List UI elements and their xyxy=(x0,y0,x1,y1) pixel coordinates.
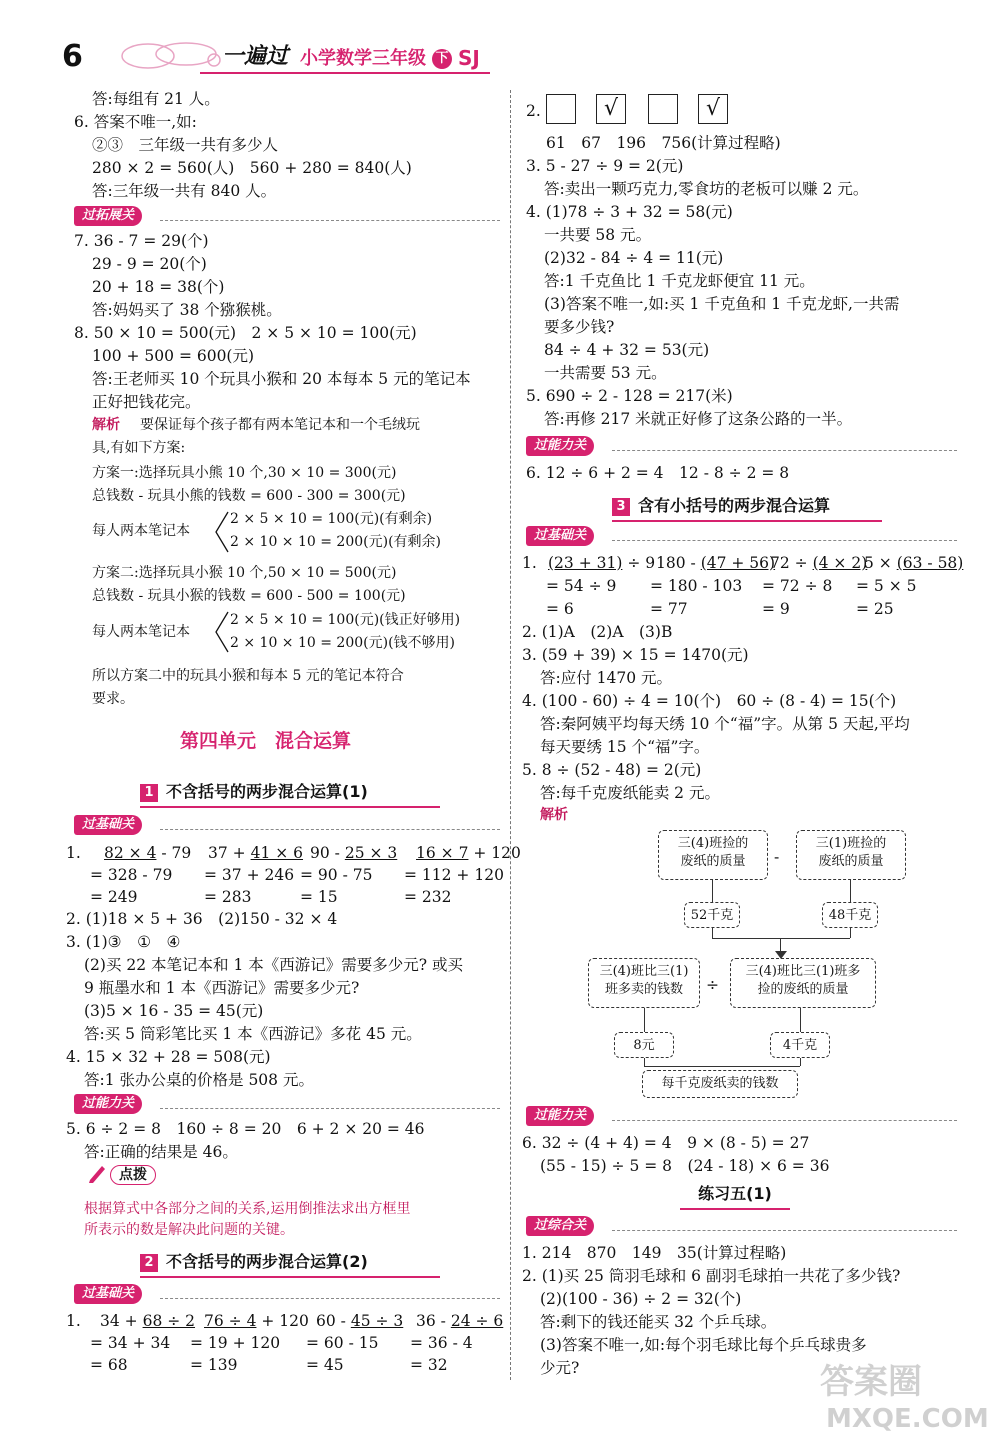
diagram-box-class4-weight: 三(4)班捡的 废纸的质量 xyxy=(658,830,768,880)
calc-cell: = 19 + 120 xyxy=(190,1334,281,1352)
section-title-1 xyxy=(140,780,440,808)
analysis-label: 解析 xyxy=(92,417,120,433)
underlined-term: 25 × 3 xyxy=(344,844,398,862)
text-line: 正好把钱花完。 xyxy=(92,393,201,411)
text-line: (3)5 × 16 - 35 = 45(元) xyxy=(84,1002,264,1020)
watermark-url: MXQE.COM xyxy=(826,1404,989,1434)
connector xyxy=(712,880,713,902)
answer-checkbox: √ xyxy=(596,94,626,124)
calc-cell xyxy=(548,552,655,574)
calc-cell: = 54 ÷ 9 xyxy=(546,577,617,595)
calc-cell: = 15 xyxy=(300,888,338,906)
term: 90 - xyxy=(310,844,345,862)
brace-icon xyxy=(212,510,230,554)
answer-checkbox xyxy=(648,94,678,124)
text-line: 29 - 9 = 20(个) xyxy=(92,255,207,273)
text-line: 2 × 5 × 10 = 100(元)(钱正好够用) xyxy=(230,612,461,628)
text-line: 具,有如下方案: xyxy=(92,440,186,456)
underlined-term: (63 - 58) xyxy=(896,554,964,572)
text-line: 要保证每个孩子都有两本笔记本和一个毛绒玩 xyxy=(140,417,420,433)
term: 36 - xyxy=(416,1312,451,1330)
text-line: 答:每千克废纸能卖 2 元。 xyxy=(540,784,720,802)
section-number: 2 xyxy=(140,1254,158,1272)
section-badge: 过能力关 xyxy=(526,436,594,456)
calc-cell xyxy=(208,842,303,864)
term: - 79 xyxy=(156,844,192,862)
underlined-term: (47 + 56) xyxy=(700,554,776,572)
calc-cell: = 9 xyxy=(762,600,790,618)
analysis-label: 解析 xyxy=(540,807,568,823)
text-line: 2. (1)18 × 5 + 36 (2)150 - 32 × 4 xyxy=(66,910,338,928)
text-line: (2)买 22 本笔记本和 1 本《西游记》需要多少元? 或买 xyxy=(84,956,463,974)
text-line: 2. (1)买 25 筒羽毛球和 6 副羽毛球拍一共花了多少钱? xyxy=(522,1267,901,1285)
calc-cell xyxy=(864,552,963,574)
header-rule xyxy=(200,72,490,74)
text-line: 8. 50 × 10 = 500(元) 2 × 5 × 10 = 100(元) xyxy=(74,324,417,342)
connector xyxy=(800,1058,801,1066)
text-line: 280 × 2 = 560(人) 560 + 280 = 840(人) xyxy=(92,159,412,177)
brand-logo: 一遍过 xyxy=(222,44,289,69)
calc-cell: = 72 ÷ 8 xyxy=(762,577,833,595)
section-badge: 过基础关 xyxy=(526,526,594,546)
text-line: 总钱数 - 玩具小熊的钱数 = 600 - 300 = 300(元) xyxy=(92,488,406,504)
text-line: 答:正确的结果是 46。 xyxy=(84,1143,238,1161)
calc-cell: = 5 × 5 xyxy=(856,577,917,595)
calc-cell: = 90 - 75 xyxy=(300,866,373,884)
tip-text: 根据算式中各部分之间的关系,运用倒推法求出方框里 xyxy=(84,1201,411,1217)
underlined-term: 45 ÷ 3 xyxy=(350,1312,404,1330)
connector xyxy=(850,880,851,902)
text-line: 答:1 张办公桌的价格是 508 元。 xyxy=(84,1071,314,1089)
text-line: 2 × 10 × 10 = 200(元)(钱不够用) xyxy=(230,635,455,651)
text-line: 3. 5 - 27 ÷ 9 = 2(元) xyxy=(526,157,684,175)
text-line: 6. 12 ÷ 6 + 2 = 4 12 - 8 ÷ 2 = 8 xyxy=(526,464,790,482)
calc-cell xyxy=(316,1310,403,1332)
text-line: 每人两本笔记本 xyxy=(92,624,190,640)
section-number: 3 xyxy=(612,498,630,516)
text-line: 答:妈妈买了 38 个猕猴桃。 xyxy=(92,301,282,319)
watermark-logo: 答案圈 xyxy=(820,1362,922,1402)
text-line: 答:三年级一共有 840 人。 xyxy=(92,182,277,200)
text-line: 要求。 xyxy=(92,691,134,707)
calc-cell: = 232 xyxy=(404,888,452,906)
text-line: 答:买 5 筒彩笔比买 1 本《西游记》多花 45 元。 xyxy=(84,1025,422,1043)
connector xyxy=(644,1066,800,1067)
text-line: 2. (1)A (2)A (3)B xyxy=(522,623,673,641)
text-line: 答:1 千克鱼比 1 千克龙虾便宜 11 元。 xyxy=(544,272,815,290)
text-line: 100 + 500 = 600(元) xyxy=(92,347,255,365)
connector xyxy=(712,928,713,938)
section-badge: 过综合关 xyxy=(526,1216,594,1236)
text-line: 4. (1)78 ÷ 3 + 32 = 58(元) xyxy=(526,203,733,221)
badge-rule xyxy=(160,829,500,830)
text-line: 84 ÷ 4 + 32 = 53(元) xyxy=(544,341,710,359)
text-line: 3. (1)③ ① ④ xyxy=(66,933,181,951)
term: 60 - xyxy=(316,1312,351,1330)
calc-cell xyxy=(656,552,775,574)
underlined-term: 76 ÷ 4 xyxy=(204,1312,257,1330)
minus-sign: - xyxy=(774,848,780,866)
text-line: 61 67 196 756(计算过程略) xyxy=(546,134,781,152)
diagram-box-class1-weight: 三(1)班捡的 废纸的质量 xyxy=(796,830,906,880)
diagram-box-8yuan: 8元 xyxy=(614,1032,674,1058)
section-badge: 过能力关 xyxy=(74,1094,142,1114)
underlined-term: (4 × 2) xyxy=(812,554,868,572)
answer-checkbox: √ xyxy=(698,94,728,124)
calc-cell: = 32 xyxy=(410,1356,448,1374)
grade-mark: 下 xyxy=(432,49,452,69)
badge-rule xyxy=(612,540,957,541)
calc-cell: = 36 - 4 xyxy=(410,1334,473,1352)
unit-title: 第四单元 混合运算 xyxy=(180,730,352,752)
calc-cell xyxy=(416,1310,503,1332)
calc-cell: = 25 xyxy=(856,600,894,618)
underlined-term: 82 × 4 xyxy=(104,844,157,862)
connector xyxy=(800,1008,801,1032)
calc-cell xyxy=(204,1310,309,1332)
text-line: 少元? xyxy=(540,1359,580,1377)
text-line: 一共需要 53 元。 xyxy=(544,364,667,382)
text-line: 答:每组有 21 人。 xyxy=(92,90,220,108)
text-line: 1. 214 870 149 35(计算过程略) xyxy=(522,1244,787,1262)
section-title-3 xyxy=(612,494,882,522)
column-divider xyxy=(510,90,511,1380)
exercise-title: 练习五(1) xyxy=(680,1182,790,1210)
section-title-text: 不含括号的两步混合运算(1) xyxy=(166,782,368,801)
calc-cell xyxy=(104,842,191,864)
term: 34 + xyxy=(100,1312,143,1330)
section-badge: 过基础关 xyxy=(74,1284,142,1304)
text-line: 方案二:选择玩具小猴 10 个,50 × 10 = 500(元) xyxy=(92,565,397,581)
calc-cell: = 139 xyxy=(190,1356,238,1374)
text-line: 答:应付 1470 元。 xyxy=(540,669,673,687)
calc-cell: = 112 + 120 xyxy=(404,866,504,884)
connector xyxy=(712,938,850,939)
diagram-box-48kg: 48千克 xyxy=(822,902,878,928)
section-badge: 过基础关 xyxy=(74,815,142,835)
diagram-box-price-per-kg: 每千克废纸卖的钱数 xyxy=(642,1070,798,1098)
text-line: 6. 答案不唯一,如: xyxy=(74,113,197,131)
term: 5 × xyxy=(864,554,897,572)
edition: SJ xyxy=(458,46,480,70)
text-line: (55 - 15) ÷ 5 = 8 (24 - 18) × 6 = 36 xyxy=(540,1157,830,1175)
question-number: 1. xyxy=(66,1312,81,1330)
calc-cell: = 283 xyxy=(204,888,252,906)
underlined-term: 16 × 7 xyxy=(416,844,469,862)
text-line: 答:秦阿姨平均每天绣 10 个“福”字。从第 5 天起,平均 xyxy=(540,715,910,733)
text-line: 2 × 10 × 10 = 200(元)(有剩余) xyxy=(230,534,441,550)
connector xyxy=(850,928,851,938)
underlined-term: 68 ÷ 2 xyxy=(142,1312,196,1330)
question-number: 1. xyxy=(66,844,81,862)
term: 72 ÷ xyxy=(770,554,813,572)
section-badge: 过拓展关 xyxy=(74,206,142,226)
text-line: 所以方案二中的玩具小猴和每本 5 元的笔记本符合 xyxy=(92,668,404,684)
text-line: 每人两本笔记本 xyxy=(92,523,190,539)
badge-rule xyxy=(612,1230,957,1231)
text-line: (2)32 - 84 ÷ 4 = 11(元) xyxy=(544,249,724,267)
term: 37 + xyxy=(208,844,251,862)
text-line: 6. 32 ÷ (4 + 4) = 4 9 × (8 - 5) = 27 xyxy=(522,1134,810,1152)
badge-rule xyxy=(612,1120,957,1121)
calc-cell: = 180 - 103 xyxy=(650,577,743,595)
diagram-box-52kg: 52千克 xyxy=(684,902,740,928)
tip-text: 所表示的数是解决此问题的关键。 xyxy=(84,1222,294,1238)
term: + 120 xyxy=(468,844,521,862)
text-line: 5. 6 ÷ 2 = 8 160 ÷ 8 = 20 6 + 2 × 20 = 46 xyxy=(66,1120,425,1138)
section-title-text: 不含括号的两步混合运算(2) xyxy=(166,1252,368,1271)
calc-cell: = 6 xyxy=(546,600,574,618)
term: ÷ 9 xyxy=(622,554,656,572)
book-title: 小学数学三年级 xyxy=(300,48,426,69)
text-line: (3)答案不唯一,如:买 1 千克鱼和 1 千克龙虾,一共需 xyxy=(544,295,900,313)
text-line: (2)(100 - 36) ÷ 2 = 32(个) xyxy=(540,1290,742,1308)
calc-cell xyxy=(310,842,397,864)
text-line: 要多少钱? xyxy=(544,318,615,336)
text-line: 答:再修 217 米就正好修了这条公路的一半。 xyxy=(544,410,853,428)
calc-cell: = 77 xyxy=(650,600,688,618)
text-line: (3)答案不唯一,如:每个羽毛球比每个乒乓球贵多 xyxy=(540,1336,867,1354)
section-number: 1 xyxy=(140,784,158,802)
underlined-term: 41 × 6 xyxy=(250,844,304,862)
page-number: 6 xyxy=(62,39,83,74)
text-line: 4. 15 × 32 + 28 = 508(元) xyxy=(66,1048,271,1066)
text-line: 3. (59 + 39) × 15 = 1470(元) xyxy=(522,646,749,664)
calc-cell xyxy=(770,552,867,574)
connector xyxy=(644,1008,645,1032)
underlined-term: (23 + 31) xyxy=(548,554,623,572)
badge-rule xyxy=(612,450,957,451)
text-line: 20 + 18 = 38(个) xyxy=(92,278,225,296)
diagram-box-4kg: 4千克 xyxy=(770,1032,830,1058)
text-line: 每天要绣 15 个“福”字。 xyxy=(540,738,710,756)
badge-rule xyxy=(160,1108,500,1109)
text-line: 5. 690 ÷ 2 - 128 = 217(米) xyxy=(526,387,733,405)
calc-cell: = 249 xyxy=(90,888,138,906)
underlined-term: 24 ÷ 6 xyxy=(450,1312,504,1330)
section-badge: 过能力关 xyxy=(526,1106,594,1126)
answer-checkbox xyxy=(546,94,576,124)
text-line: 7. 36 - 7 = 29(个) xyxy=(74,232,209,250)
term: + 120 xyxy=(256,1312,309,1330)
calc-cell: = 34 + 34 xyxy=(90,1334,171,1352)
text-line: 答:卖出一颗巧克力,零食坊的老板可以赚 2 元。 xyxy=(544,180,869,198)
term: 180 - xyxy=(656,554,701,572)
calc-cell: = 328 - 79 xyxy=(90,866,173,884)
brace-icon xyxy=(212,610,230,654)
calc-cell: = 68 xyxy=(90,1356,128,1374)
text-line: 9 瓶墨水和 1 本《西游记》需要多少元? xyxy=(84,979,360,997)
calc-cell xyxy=(100,1310,195,1332)
question-number: 2. xyxy=(526,102,541,120)
badge-rule xyxy=(160,220,500,221)
text-line: 答:剩下的钱还能买 32 个乒乓球。 xyxy=(540,1313,777,1331)
section-title-text: 含有小括号的两步混合运算 xyxy=(638,496,831,515)
connector xyxy=(644,1058,645,1066)
calc-cell: = 37 + 246 xyxy=(204,866,295,884)
text-line: 5. 8 ÷ (52 - 48) = 2(元) xyxy=(522,761,702,779)
text-line: 2 × 5 × 10 = 100(元)(有剩余) xyxy=(230,511,433,527)
header-decoration xyxy=(118,38,228,74)
question-number: 1. xyxy=(522,554,537,572)
diagram-box-weight-diff: 三(4)班比三(1)班多 捡的废纸的质量 xyxy=(730,958,876,1008)
diagram-box-money-diff: 三(4)班比三(1) 班多卖的钱数 xyxy=(588,958,700,1008)
text-line: 4. (100 - 60) ÷ 4 = 10(个) 60 ÷ (8 - 4) = 15(个) xyxy=(522,692,897,710)
section-title-2 xyxy=(140,1250,440,1278)
calc-cell: = 45 xyxy=(306,1356,344,1374)
tip-label: 点拨 xyxy=(110,1165,156,1185)
calc-cell xyxy=(416,842,521,864)
pencil-icon xyxy=(86,1162,108,1184)
text-line: 答:王老师买 10 个玩具小猴和 20 本每本 5 元的笔记本 xyxy=(92,370,471,388)
calc-cell: = 60 - 15 xyxy=(306,1334,379,1352)
badge-rule xyxy=(160,1298,500,1299)
divide-sign: ÷ xyxy=(706,976,719,994)
text-line: 方案一:选择玩具小熊 10 个,30 × 10 = 300(元) xyxy=(92,465,397,481)
text-line: 总钱数 - 玩具小猴的钱数 = 600 - 500 = 100(元) xyxy=(92,588,406,604)
text-line: ②③ 三年级一共有多少人 xyxy=(92,136,279,154)
text-line: 一共要 58 元。 xyxy=(544,226,652,244)
